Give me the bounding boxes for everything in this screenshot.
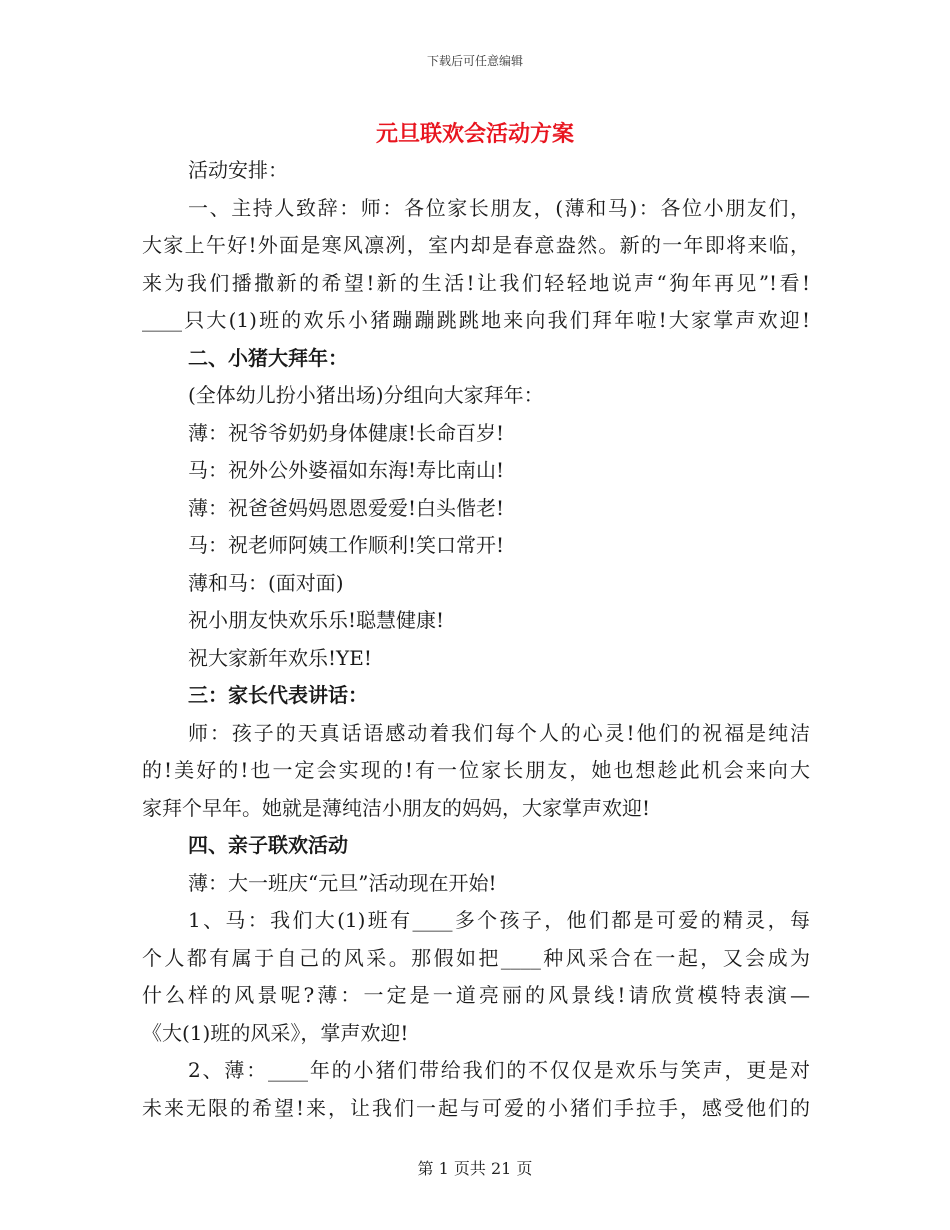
paragraph-line: 家拜个早年。她就是薄纯洁小朋友的妈妈，大家掌声欢迎! <box>142 795 651 820</box>
section-heading: 四、亲子联欢活动 <box>188 833 348 857</box>
paragraph-line: 2、薄：____年的小猪们带给我们的不仅仅是欢乐与笑声，更是对 <box>188 1058 810 1082</box>
paragraph-line: 师：孩子的天真话语感动着我们每个人的心灵!他们的祝福是纯洁 <box>188 720 810 745</box>
paragraph-line: 个人都有属于自己的风采。那假如把____种风采合在一起，又会成为 <box>142 945 810 970</box>
dialogue-line: 薄：祝爸爸妈妈恩恩爱爱!白头偕老! <box>188 495 505 520</box>
dialogue-line: 马：祝外公外婆福如东海!寿比南山! <box>188 458 505 482</box>
paragraph-line: 大家上午好!外面是寒风凛冽，室内却是春意盎然。新的一年即将来临， <box>142 233 810 257</box>
dialogue-line: 马：祝老师阿姨工作顺利!笑口常开! <box>188 533 505 557</box>
paragraph-line: 的!美好的!也一定会实现的!有一位家长朋友，她也想趁此机会来向大 <box>142 758 810 782</box>
paragraph-line: 来为我们播撒新的希望!新的生活!让我们轻轻地说声“狗年再见”!看! <box>142 270 810 295</box>
dialogue-line: 祝小朋友快欢乐乐!聪慧健康! <box>188 608 445 632</box>
page-footer: 第 1 页共 21 页 <box>417 1159 533 1178</box>
document-title: 元旦联欢会活动方案 <box>375 121 574 147</box>
page-header: 下载后可任意编辑 <box>426 54 523 68</box>
paragraph-line: 薄：大一班庆“元旦”活动现在开始! <box>188 870 497 895</box>
paragraph-line: (全体幼儿扮小猪出场)分组向大家拜年： <box>188 383 544 407</box>
dialogue-line: 薄：祝爷爷奶奶身体健康!长命百岁! <box>188 420 505 445</box>
paragraph-line: 未来无限的希望!来，让我们一起与可爱的小猪们手拉手，感受他们的 <box>142 1095 810 1120</box>
dialogue-line: 祝大家新年欢乐!YE! <box>188 645 372 670</box>
paragraph-line: 1、马：我们大(1)班有____多个孩子，他们都是可爱的精灵，每 <box>188 908 810 932</box>
section-heading: 一、主持人致辞：师：各位家长朋友，(薄和马)：各位小朋友们， <box>188 195 810 220</box>
dialogue-line: 薄和马：(面对面) <box>188 570 344 595</box>
section-heading: 三：家长代表讲话： <box>188 683 368 707</box>
paragraph-line: 《大(1)班的风采》，掌声欢迎! <box>142 1020 409 1045</box>
paragraph-line: ____只大(1)班的欢乐小猪蹦蹦跳跳地来向我们拜年啦!大家掌声欢迎! <box>142 308 810 332</box>
document-body <box>142 152 810 1127</box>
paragraph-line: 活动安排： <box>188 158 288 182</box>
paragraph-line: 什么样的风景呢?薄：一定是一道亮丽的风景线!请欣赏模特表演— <box>142 983 810 1007</box>
section-heading: 二、小猪大拜年： <box>188 345 348 370</box>
